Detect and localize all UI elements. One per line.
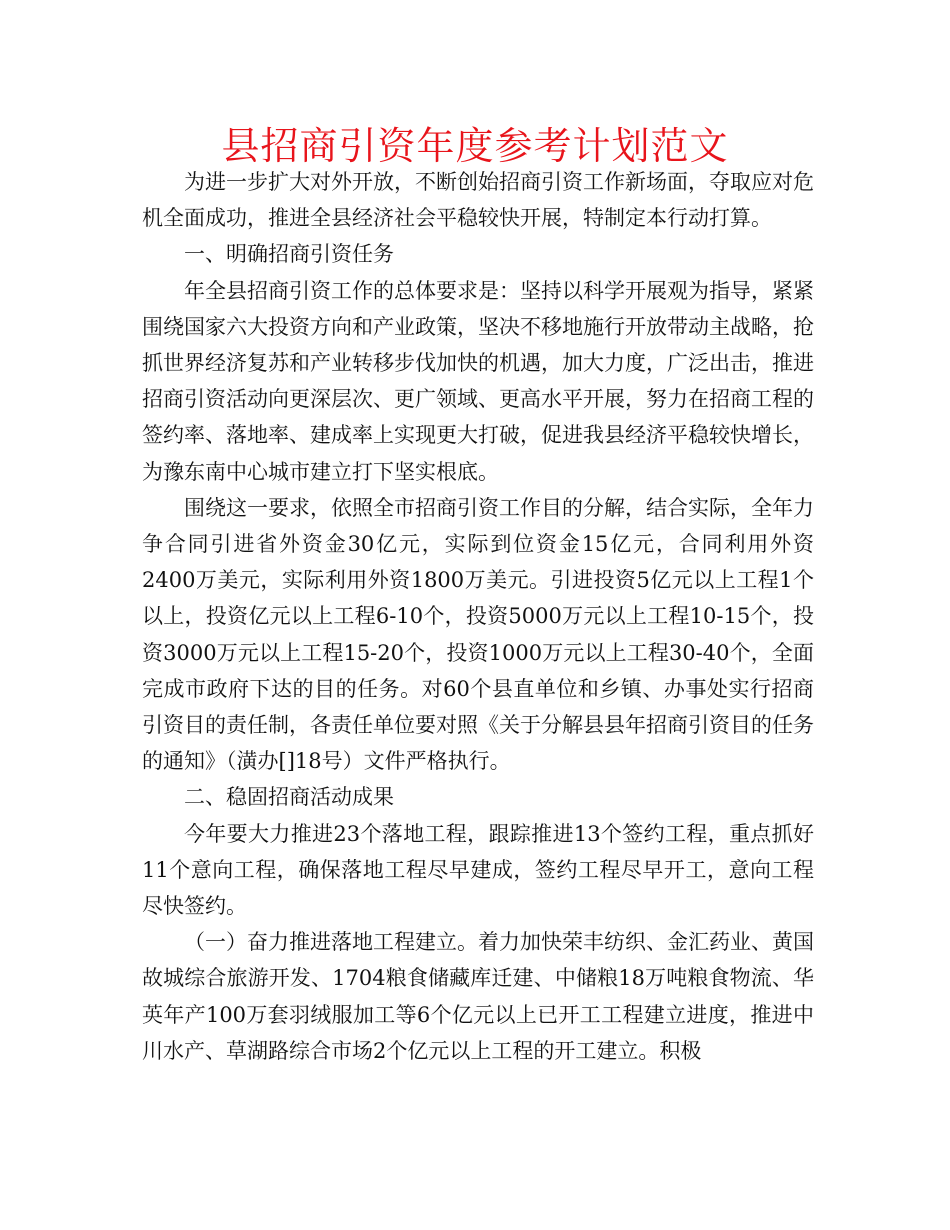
document-body	[142, 164, 814, 1069]
section-heading-2: 二、稳固招商活动成果	[184, 785, 394, 810]
paragraph-targets: 围绕这一要求，依照全市招商引资工作目的分解，结合实际，全年力争合同引进省外资金30亿元，实际到位资金15亿元，合同利用外资2400万美元，实际利用外资1800万美元。引进投资5亿元以上工程1个以上，投资亿元以上工程6-10个，投资5000万元以上工程10-15个，投资3000万元以上工程15-20个，投资1000万元以上工程30-40个，全面完成市政府下达的目的任务。对60个县直单位和乡镇、办事处实行招商引资目的责任制，各责任单位要对照《关于分解县县年招商引资目的任务的通知》（潢办[]18号）文件严格执行。	[142, 495, 814, 774]
document-title: 县招商引资年度参考计划范文	[221, 124, 729, 168]
paragraph-projects: 今年要大力推进23个落地工程，跟踪推进13个签约工程，重点抓好11个意向工程，确保落地工程尽早建成，签约工程尽早开工，意向工程尽快签约。	[142, 821, 814, 919]
paragraph-requirements: 年全县招商引资工作的总体要求是：坚持以科学开展观为指导，紧紧围绕国家六大投资方向和产业政策，坚决不移地施行开放带动主战略，抢抓世界经济复苏和产业转移步伐加快的机遇，加大力度，广泛出击，推进招商引资活动向更深层次、更广领域、更高水平开展，努力在招商工程的签约率、落地率、建成率上实现更大打破，促进我县经济平稳较快增长，为豫东南中心城市建立打下坚实根底。	[142, 278, 814, 484]
paragraph-subsection-1: （一）奋力推进落地工程建立。着力加快荣丰纺织、金汇药业、黄国故城综合旅游开发、1704粮食储藏库迁建、中储粮18万吨粮食物流、华英年产100万套羽绒服加工等6个亿元以上已开工工程建立进度，推进中川水产、草湖路综合市场2个亿元以上工程的开工建立。积极	[142, 930, 814, 1063]
section-heading-1: 一、明确招商引资任务	[184, 242, 394, 267]
paragraph-intro: 为进一步扩大对外开放，不断创始招商引资工作新场面，夺取应对危机全面成功，推进全县经济社会平稳较快开展，特制定本行动打算。	[142, 170, 814, 231]
